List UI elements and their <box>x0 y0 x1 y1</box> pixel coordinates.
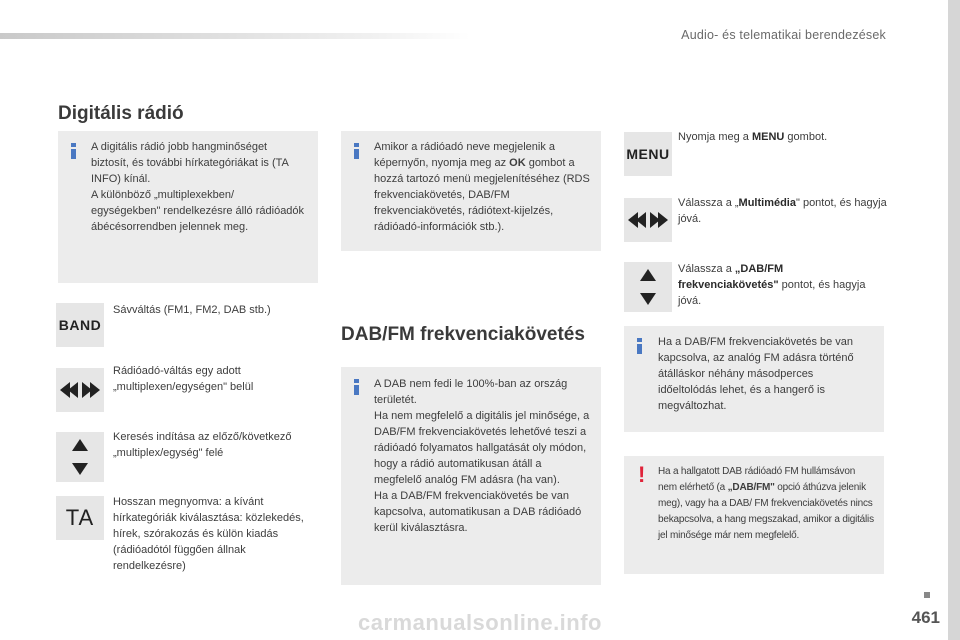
info-icon <box>71 143 76 159</box>
section-title-digital-radio: Digitális rádió <box>58 103 184 124</box>
info-box-fm-switch <box>624 326 884 432</box>
warning-box <box>624 456 884 574</box>
warning-text: Ha a hallgatott DAB rádióadó FM hullámsávon nem elérhető (a „DAB/FM" opció áthúzva jelenik meg), vagy ha a DAB/ FM frekvenciakövetés nincs bekapcsolva, a hang megszakad, amikor a digitális jel minősége már nem megfelelő. <box>658 466 874 541</box>
info-text: A digitális rádió jobb hangminőséget biztosít, és további hírkategóriákat is (TA INFO) kínál. A különböző „multiplexekben/ egységekben" rendelkezésre álló rádióadók ábécésorrendben jelennek meg. <box>91 141 305 233</box>
up-down-arrows-icon <box>624 262 672 312</box>
info-box-digital-radio <box>58 131 318 283</box>
chapter-title: Audio- és telematikai berendezések <box>681 28 886 42</box>
page-number: 461 <box>911 608 940 627</box>
menu-button-icon: MENU <box>624 132 672 176</box>
page-edge-strip <box>948 0 960 640</box>
section-title-dab-fm: DAB/FM frekvenciakövetés <box>341 324 585 345</box>
page-dot <box>924 592 930 598</box>
step-select-multimedia: Válassza a „Multimédia" pontot, és hagyja jóvá. <box>678 197 887 225</box>
band-description: Sávváltás (FM1, FM2, DAB stb.) <box>113 304 271 316</box>
ta-description: Hosszan megnyomva: a kívánt hírkategóriák kiválasztása: közlekedés, hírek, szórakozás és külön kiadás (rádióadótól függően állnak rendelkezésre) <box>113 496 304 572</box>
info-text: Amikor a rádióadó neve megjelenik a képernyőn, nyomja meg az OK gombot a hozzá tartozó menü megjelenítéséhez (RDS frekvenciakövetés, DAB/FM frekvenciakövetés, rádiótext-kijelzés, rádióadó-információk stb.). <box>374 141 590 233</box>
info-icon <box>637 338 642 354</box>
info-text: A DAB nem fedi le 100%-ban az ország területét. Ha nem megfelelő a digitális jel minősége, a DAB/FM frekvenciakövetés lehetővé teszi a rádióadó folyamatos hallgatását oly módon, hogy a rádió automatikusan átáll a megfelelő analóg FM adásra (ha van). Ha a DAB/FM frekvenciakövetés be van kapcsolva, automatikusan a DAB rádióadó kerül kiválasztásra. <box>374 378 590 534</box>
info-icon <box>354 379 359 395</box>
header-bar <box>0 33 470 39</box>
warning-icon: ! <box>638 462 646 487</box>
seek-description: Rádióadó-váltás egy adott „multiplexen/egységen" belül <box>113 365 254 393</box>
watermark: carmanualsonline.info <box>358 610 602 635</box>
info-icon <box>354 143 359 159</box>
search-description: Keresés indítása az előző/következő „multiplex/egység" felé <box>113 431 292 459</box>
step-press-menu: Nyomja meg a MENU gombot. <box>678 131 828 143</box>
ta-button-icon: TA <box>56 496 104 540</box>
seek-arrows-icon <box>56 368 104 412</box>
seek-arrows-icon <box>624 198 672 242</box>
up-down-arrows-icon <box>56 432 104 482</box>
info-text: Ha a DAB/FM frekvenciakövetés be van kapcsolva, az analóg FM adásra történő átálláskor néhány másodperces időeltolódás lehet, és a hangerő is megváltozhat. <box>658 336 854 412</box>
info-box-ok-menu <box>341 131 601 251</box>
band-button-icon: BAND <box>56 303 104 347</box>
info-box-dab-coverage <box>341 367 601 585</box>
step-select-dab-fm: Válassza a „DAB/FM frekvenciakövetés" pontot, és hagyja jóvá. <box>678 263 866 307</box>
